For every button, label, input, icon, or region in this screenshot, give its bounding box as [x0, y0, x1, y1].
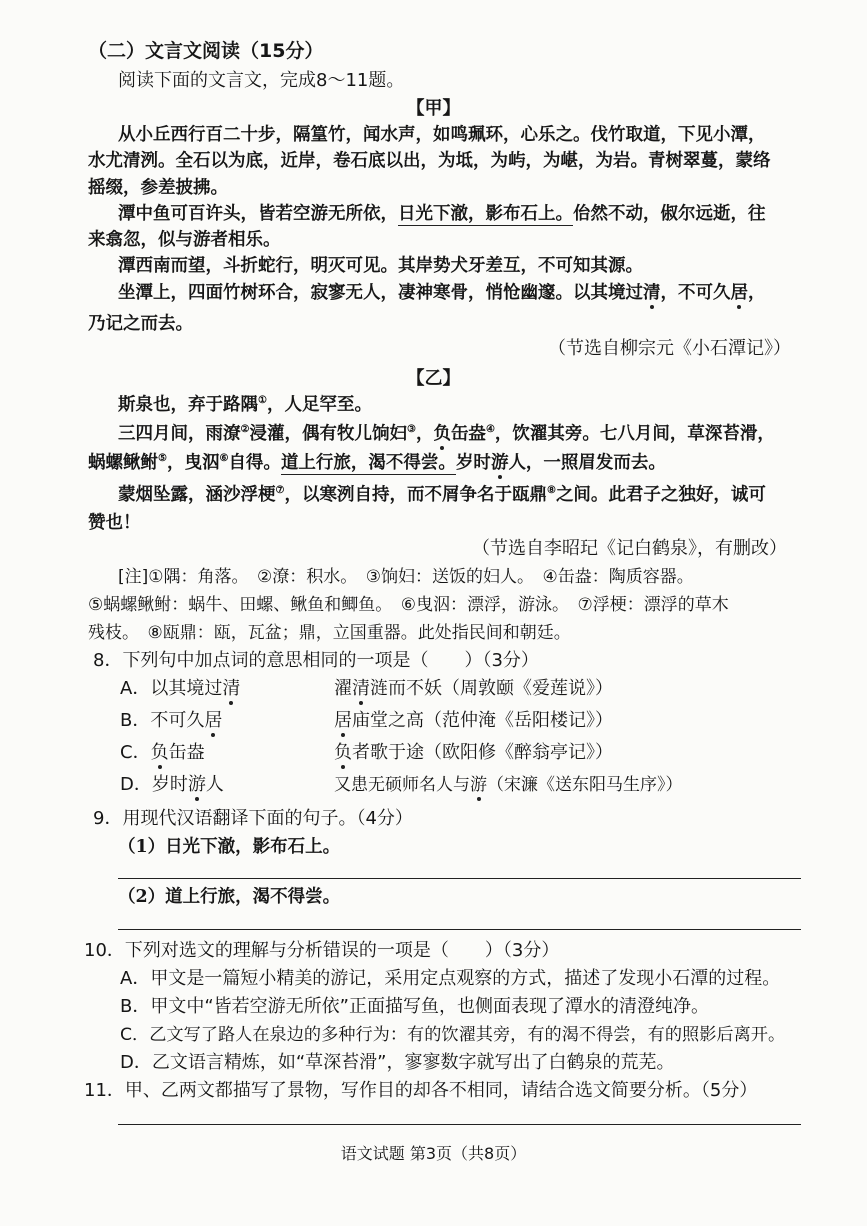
text-b-p3-line1: [118, 484, 766, 506]
text-segment: 缶盎: [168, 742, 205, 763]
dotted-word: 居: [334, 710, 352, 731]
text-segment: 人，一照眉发而去。: [508, 453, 666, 473]
text-b-p2-line1: [118, 423, 775, 445]
q10-stem: 10．下列对选文的理解与分析错误的一项是（ ）（3分）: [84, 940, 560, 961]
text-segment: ，不可久: [660, 283, 731, 303]
dotted-word: 游: [470, 775, 487, 795]
text-a-p4-line1: [118, 282, 766, 304]
dotted-word-fu: 负: [433, 424, 451, 444]
text-segment: 人: [205, 774, 224, 795]
text-b-p1: [118, 394, 372, 416]
dotted-word: 游: [187, 774, 206, 795]
note-marker: ①: [258, 395, 267, 407]
q10-option-b: B．甲文中“皆若空游无所依”正面描写鱼，也侧面表现了潭水的清澄纯净。: [120, 996, 709, 1017]
q11-stem: 11．甲、乙两文都描写了景物，写作目的却各不相同，请结合选文简要分析。（5分）: [84, 1080, 758, 1101]
text-segment: 缶盎: [450, 424, 486, 444]
q8-option-c-right: [334, 742, 613, 764]
q8-option-d-left: [120, 774, 224, 796]
notes-line2: ⑤蜗螺鳅鲋：蜗牛、田螺、鳅鱼和鲫鱼。 ⑥曳泅：漂浮，游泳。 ⑦浮梗：漂浮的草木: [88, 595, 729, 615]
text-a-p1-line1: 从小丘西行百二十步，隔篁竹，闻水声，如鸣珮环，心乐之。伐竹取道，下见小潭，: [118, 125, 766, 145]
note-marker: ②: [240, 424, 250, 436]
notes-line1: [注]①隅：角落。 ②潦：积水。 ③饷妇：送饭的妇人。 ④缶盎：陶质容器。: [118, 567, 694, 587]
text-b-p3-line2: 赞也！: [88, 513, 141, 533]
text-segment: 蒙烟坠露，涵沙浮梗: [118, 485, 276, 505]
text-a-p4-line2: 乃记之而去。: [88, 314, 193, 334]
text-segment: 斯泉也，弃于路隅: [118, 395, 258, 415]
answer-line-q9-1[interactable]: [118, 878, 801, 879]
text-segment: ，人足罕至。: [266, 395, 372, 415]
text-a-p3: 潭西南而望，斗折蛇行，明灭可见。其岸势犬牙差互，不可知其源。: [118, 256, 643, 276]
text-segment: C．: [120, 742, 151, 763]
dotted-word-you: 游: [490, 453, 509, 473]
q10-option-a: A．甲文是一篇短小精美的游记，采用定点观察的方式，描述了发现小石潭的过程。: [120, 968, 781, 989]
text-a-p1-line2: 水尤清洌。全石以为底，近岸，卷石底以出，为坻，为屿，为嵁，为岩。青树翠蔓，蒙络: [88, 151, 771, 171]
text-segment: ，饮濯其旁。七八月间，草深苔滑，: [494, 424, 775, 444]
text-a-p1-line3: 摇缀，参差披拂。: [88, 178, 228, 198]
text-segment: 潭中鱼可百许头，皆若空游无所依，: [118, 204, 398, 224]
q9-sentence-2: （2）道上行旅，渴不得尝。: [118, 887, 341, 907]
underlined-sentence-2: 道上行旅，渴不得尝。: [280, 453, 456, 473]
answer-line-q11[interactable]: [118, 1124, 801, 1125]
text-segment: 浸灌，偶有牧儿饷妇: [249, 424, 407, 444]
q8-option-d-right: [334, 774, 683, 796]
q10-option-d: D．乙文语言精炼，如“草深苔滑”，寥寥数字就写出了白鹤泉的荒芜。: [120, 1052, 675, 1073]
text-segment: ，以寒洌自持，而不屑争名于瓯鼎: [284, 485, 547, 505]
reading-instruction: 阅读下面的文言文，完成8～11题。: [118, 70, 405, 91]
note-marker: ⑤: [158, 453, 167, 465]
text-segment: ，曳泅: [166, 453, 220, 473]
text-segment: 濯: [334, 678, 352, 699]
text-segment: 佁然不动，俶尔远逝，往: [573, 204, 766, 224]
dotted-word: 负: [150, 742, 169, 763]
dotted-word: 清: [222, 678, 241, 699]
notes-line3: 残枝。 ⑧瓯鼎：瓯，瓦盆；鼎，立国重器。此处指民间和朝廷。: [88, 623, 571, 643]
text-segment: 又患无硕师名人与: [334, 775, 470, 795]
q9-stem: 9．用现代汉语翻译下面的句子。（4分）: [93, 808, 413, 829]
text-segment: 之间。此君子之独好，诚可: [555, 485, 766, 505]
text-segment: 庙堂之高（范仲淹《岳阳楼记》）: [352, 710, 613, 731]
q8-stem: 8．下列句中加点词的意思相同的一项是（ ）（3分）: [93, 650, 539, 671]
text-segment: D．岁时: [120, 774, 188, 795]
note-marker: ⑦: [275, 485, 285, 497]
dotted-word: 清: [352, 678, 370, 699]
text-b-p2-line2: [88, 452, 666, 474]
text-a-p2-line1: [118, 203, 766, 225]
text-segment: 坐潭上，四面竹树环合，寂寥无人，凄神寒骨，悄怆幽邃。以其境过: [118, 283, 643, 303]
dotted-word-ju: 居: [730, 283, 748, 303]
q10-option-c: C．乙文写了路人在泉边的多种行为：有的饮濯其旁，有的渴不得尝，有的照影后离开。: [120, 1025, 786, 1045]
text-segment: 蜗螺鳅鲋: [88, 453, 158, 473]
q8-option-a-right: [334, 678, 613, 700]
text-segment: 三四月间，雨潦: [118, 424, 241, 444]
q8-option-b-left: [120, 710, 222, 732]
text-segment: A．以其境过: [120, 678, 223, 699]
dotted-word: 居: [204, 710, 223, 731]
q8-option-a-left: [120, 678, 240, 700]
underlined-sentence-1: 日光下澈，影布石上。: [398, 204, 573, 224]
q8-option-b-right: [334, 710, 613, 732]
text-b-source: （节选自李昭玘《记白鹤泉》，有删改）: [472, 538, 787, 559]
text-a-p2-line2: 来翕忽，似与游者相乐。: [88, 230, 281, 250]
text-segment: 涟而不妖（周敦颐《爱莲说》）: [370, 678, 613, 699]
text-a-label: 【甲】: [406, 98, 461, 119]
q9-sentence-1: （1）日光下澈，影布石上。: [118, 837, 341, 857]
text-segment: B．不可久: [120, 710, 205, 731]
page-footer: 语文试题 第3页（共8页）: [340, 1144, 527, 1163]
text-segment: （宋濂《送东阳马生序》）: [487, 775, 683, 795]
text-b-label: 【乙】: [406, 368, 461, 389]
section-title: （二）文言文阅读（15分）: [88, 40, 324, 62]
answer-line-q9-2[interactable]: [118, 929, 801, 930]
text-a-source: （节选自柳宗元《小石潭记》）: [548, 338, 791, 359]
text-segment: ，: [415, 424, 434, 444]
text-segment: 自得。: [228, 453, 281, 473]
note-marker: ③: [406, 424, 416, 436]
dotted-word: 负: [334, 742, 352, 763]
text-segment: 者歌于途（欧阳修《醉翁亭记》）: [352, 742, 613, 763]
note-marker: ⑧: [546, 485, 556, 497]
note-marker: ⑥: [219, 453, 229, 465]
text-segment: 岁时: [455, 453, 491, 473]
note-marker: ④: [485, 424, 495, 436]
dotted-word-qing: 清: [643, 283, 661, 303]
text-segment: ，: [748, 283, 766, 303]
q8-option-c-left: [120, 742, 205, 764]
